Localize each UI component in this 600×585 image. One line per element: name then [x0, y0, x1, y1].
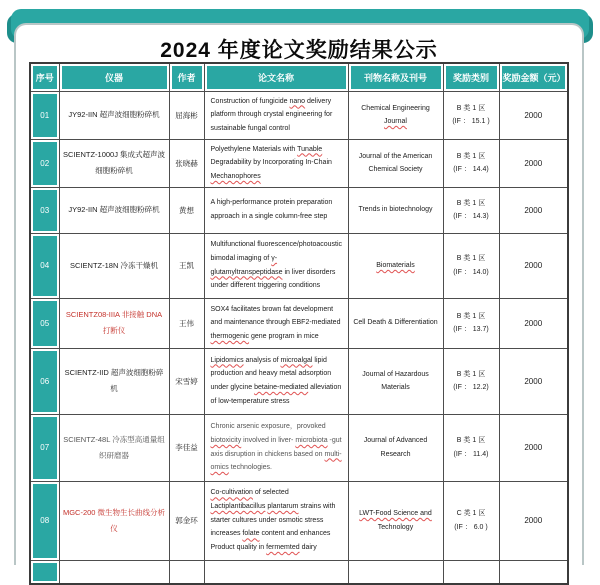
impact-factor-label: (IF ： 12.2) [453, 384, 489, 391]
table-row [30, 91, 568, 139]
category-label: B 类 1 区 [456, 437, 486, 445]
row-number-cell: 04 [30, 233, 59, 298]
header-award-category: 奖励类别 [443, 63, 499, 91]
impact-factor-label: (IF ： 15.1 ) [452, 118, 490, 125]
paper-title-cell: Lipidomics analysis of microalgal lipid production and heavy metal adsorption under glycine betaine-mediated alleviation of low-temperature stress [204, 348, 348, 414]
instrument-cell: SCIENTZ-IID 超声波细胞粉碎机 [59, 348, 169, 414]
row-number-cell: 07 [30, 414, 59, 481]
amount-cell: 2000 [499, 298, 568, 348]
impact-factor-label: (IF ： 14.3) [453, 213, 489, 220]
author-cell: 王凯 [169, 233, 204, 298]
author-cell: 黄想 [169, 187, 204, 233]
author-cell: 王伟 [169, 298, 204, 348]
header-instrument: 仪器 [59, 63, 169, 91]
amount-cell: 2000 [499, 348, 568, 414]
row-number-cell: 01 [30, 91, 59, 139]
header-author: 作者 [169, 63, 204, 91]
category-label: B 类 1 区 [456, 255, 486, 263]
amount-cell: 2000 [499, 91, 568, 139]
table-row [30, 481, 568, 560]
journal-cell: Cell Death & Differentiation [348, 298, 443, 348]
amount-cell: 2000 [499, 139, 568, 187]
impact-factor-label: (IF ： 6.0 ) [454, 523, 488, 531]
row-number-cell: 05 [30, 298, 59, 348]
paper-title-cell [204, 560, 348, 584]
awards-table [29, 62, 569, 585]
table-row [30, 187, 568, 233]
table-row [30, 298, 568, 348]
author-cell: 郭金环 [169, 481, 204, 560]
journal-cell: Chemical Engineering Journal [348, 91, 443, 139]
header-paper-title: 论文名称 [204, 63, 348, 91]
category-label: B 类 1 区 [456, 104, 486, 112]
category-cell [443, 481, 499, 560]
paper-title-cell: Co-cultivation of selected Lactiplantibacillus plantarum strains with starter cultures under osmotic stress increases folate content and enhances Product quality in fermemted dairy [204, 481, 348, 560]
paper-title-cell: Construction of fungicide nano delivery platform through crystal engineering for sustainable fungal control [204, 91, 348, 139]
impact-factor-label: (IF ： 13.7) [453, 326, 489, 333]
row-number-cell: 03 [30, 187, 59, 233]
instrument-cell: SCIENTZ-18N 冷冻干燥机 [59, 233, 169, 298]
category-label: B 类 1 区 [456, 312, 486, 320]
journal-cell: LWT-Food Science and Technology [348, 481, 443, 560]
author-cell: 张晓赫 [169, 139, 204, 187]
amount-cell: 2000 [499, 187, 568, 233]
amount-cell: 2000 [499, 233, 568, 298]
table-row [30, 348, 568, 414]
paper-title-cell: A high-performance protein preparation approach in a single column-free step [204, 187, 348, 233]
journal-cell: Trends in biotechnology [348, 187, 443, 233]
row-number-cell: 02 [30, 139, 59, 187]
category-label: B 类 1 区 [456, 152, 486, 160]
instrument-cell: JY92-IIN 超声波细胞粉碎机 [59, 91, 169, 139]
impact-factor-label: (IF ： 14.4) [453, 166, 489, 173]
category-cell [443, 348, 499, 414]
journal-cell: Journal of the American Chemical Society [348, 139, 443, 187]
author-cell: 李佳益 [169, 414, 204, 481]
category-cell [443, 560, 499, 584]
category-cell [443, 414, 499, 481]
table-row-partial [30, 560, 568, 584]
impact-factor-label: (IF ： 11.4) [453, 450, 489, 458]
category-cell [443, 233, 499, 298]
journal-cell [348, 560, 443, 584]
row-number-cell: 06 [30, 348, 59, 414]
category-cell [443, 91, 499, 139]
header-award-amount: 奖励金额（元） [499, 63, 568, 91]
category-cell [443, 298, 499, 348]
paper-title-cell: Polyethylene Materials with Tunable Degradability by Incorporating In-Chain Mechanophores [204, 139, 348, 187]
page-title: 2024 年度论文奖励结果公示 [160, 39, 438, 62]
paper-title-cell: SOX4 facilitates brown fat development and maintenance through EBF2-mediated thermogenic gene program in mice [204, 298, 348, 348]
category-cell [443, 187, 499, 233]
header-journal: 刊物名称及刊号 [348, 63, 443, 91]
header-index: 序号 [30, 63, 59, 91]
instrument-cell [59, 560, 169, 584]
author-cell [169, 560, 204, 584]
author-cell: 宋雪婷 [169, 348, 204, 414]
impact-factor-label: (IF ： 14.0) [453, 268, 489, 276]
instrument-cell: SCIENTZ-48L 冷冻型高通量组织研磨器 [59, 414, 169, 481]
paper-title-cell: Multifunctional fluorescence/photoacoustic bimodal imaging of γ-glutamyltranspeptidase in liver disorders under different triggering conditions [204, 233, 348, 298]
paper-title-cell: Chronic arsenic exposure，provoked biotoxicity involved in liver- microbiota -gut axis disruption in chickens based on multi- omics technologies. [204, 414, 348, 481]
category-label: B 类 1 区 [456, 199, 486, 207]
table-row [30, 139, 568, 187]
amount-cell [499, 560, 568, 584]
instrument-cell: JY92-IIN 超声波细胞粉碎机 [59, 187, 169, 233]
instrument-cell: MGC-200 微生物生长曲线分析仪 [59, 481, 169, 560]
table-row [30, 414, 568, 481]
instrument-cell: SCIENTZ-1000J 集成式超声波细胞粉碎机 [59, 139, 169, 187]
author-cell: 屈海彬 [169, 91, 204, 139]
journal-cell: Biomaterials [348, 233, 443, 298]
category-label: B 类 1 区 [456, 370, 486, 378]
category-label: C 类 1 区 [456, 510, 486, 518]
amount-cell: 2000 [499, 481, 568, 560]
journal-cell: Journal of Advanced Research [348, 414, 443, 481]
table-row [30, 233, 568, 298]
category-cell [443, 139, 499, 187]
amount-cell: 2000 [499, 414, 568, 481]
table-header-row [30, 63, 568, 91]
row-number-cell [30, 560, 59, 584]
row-number-cell: 08 [30, 481, 59, 560]
instrument-cell: SCIENTZ08-IIIA 非接触 DNA 打断仪 [59, 298, 169, 348]
journal-cell: Journal of Hazardous Materials [348, 348, 443, 414]
